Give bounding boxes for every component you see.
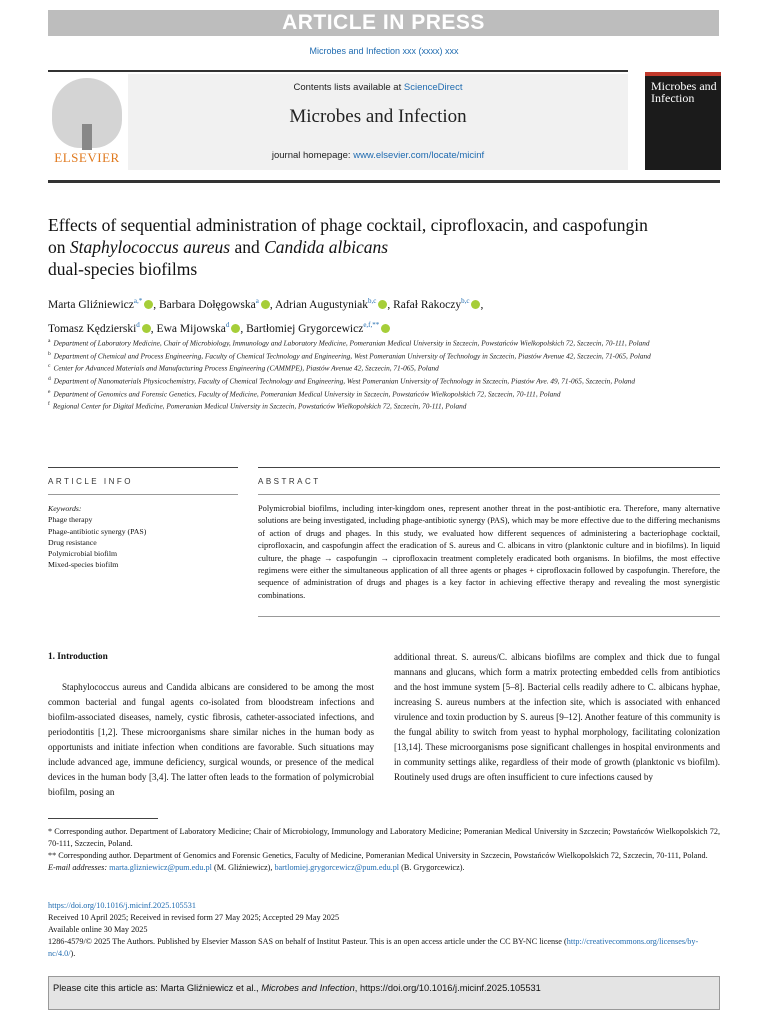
orcid-icon[interactable] (144, 300, 153, 309)
header-rule (48, 70, 628, 72)
abstract-heading: ABSTRACT (258, 477, 321, 486)
article-in-press-banner: ARTICLE IN PRESS (48, 10, 719, 36)
author[interactable]: Rafał Rakoczy (393, 298, 462, 311)
section-heading: 1. Introduction (48, 652, 108, 662)
journal-title: Microbes and Infection (289, 106, 467, 127)
keyword: Drug resistance (48, 537, 97, 547)
publisher-name: ELSEVIER (54, 150, 120, 165)
section-rule (48, 494, 238, 495)
tree-trunk-icon (82, 124, 92, 150)
author[interactable]: Adrian Augustyniak (275, 298, 368, 311)
online-date: Available online 30 May 2025 (48, 925, 148, 934)
keyword: Phage-antibiotic synergy (PAS) (48, 526, 147, 536)
cover-strip (645, 72, 721, 76)
license-link[interactable]: http://creativecommons.org/licenses/by-nc/4.0/ (48, 937, 699, 958)
affiliation: $^b$ Department of Chemical and Process Engineering, Faculty of Chemical Technology and Engineering, West Pomeranian University of Technology in Szczecin, Piastów Avenue 42, Szczecin, 71-065, Poland (48, 350, 651, 361)
journal-header-box (128, 74, 628, 170)
sciencedirect-link[interactable]: ScienceDirect (403, 82, 463, 93)
footnote: ** Corresponding author. Department of Genomics and Forensic Genetics, Faculty of Medicine, Pomeranian Medical University in Szczecin, Powstańców Wielkopolskich 72, Szczecin, 70-111, Poland. (48, 851, 708, 860)
orcid-icon[interactable] (261, 300, 270, 309)
keyword: Polymicrobial biofilm (48, 549, 118, 559)
author-list: Marta Gliźniewicz$^{a,*}$ , Barbara Dołęgowska$^a$ , Adrian Augustyniak$^{b,c}$ , Rafał Rakoczy$^{b,c}$ , Tomasz Kędzierski$^d$ , Ewa Mijowska$^d$ , Bartłomiej Grygorcewicz$^{e,f,**}$ (48, 297, 484, 335)
journal-homepage (128, 150, 628, 161)
affiliation: $^d$ Department of Nanomaterials Physicochemistry, Faculty of Chemical Technology and Engineering, West Pomeranian University of Technology in Szczecin, Piastów Ave. 49, 71-065, Szczecin, Poland (48, 375, 636, 386)
section-rule (258, 616, 720, 617)
article-title: Effects of sequential administration of phage cocktail, ciprofloxacin, and caspofungin on Staphylococcus aureus and Candida albicans dual-species biofilms (48, 215, 648, 279)
license-text: 1286-4579/© 2025 The Authors. Published by Elsevier Masson SAS on behalf of Institut Pasteur. This is an open access article under the CC BY-NC license (http://creativecommons.org/licenses/by-nc/4.0/). (48, 937, 699, 958)
footnotes (48, 826, 720, 874)
elsevier-logo[interactable] (48, 78, 126, 170)
email-footnote: E-mail addresses: marta.glizniewicz@pum.edu.pl (M. Gliźniewicz), bartlomiej.grygorcewicz@pum.edu.pl (B. Grygorcewicz). (48, 863, 465, 872)
abstract-text: Polymicrobial biofilms, including inter-kingdom ones, represent another threat in the post-antibiotic era. Therefore, many alternative solutions are being investigated, including phage-antibiotic synergy (PAS), which may be more effective due to the differing mechanisms of action of drugs and phages. In this study, we evaluated how different sequences of administering a bacteriophage cocktail, ciprofloxacin, and caspofungin affect the eradication of S. aureus and C. albicans in vitro (planktonic culture and in biofilms). In liquid culture, the phage → caspofungin → ciprofloxacin treatment completely eradicated both organisms. In biofilms, the most effective regimens were either the simultaneous application of all three agents or phages + ciprofloxacin followed by caspofungin. Therefore, the sequence of administration of drugs and phages is a key factor in achieving effective therapy and revealing the most synergistic combinations. (258, 504, 720, 600)
author[interactable]: Marta Gliźniewicz (48, 298, 134, 311)
footnote-rule (48, 818, 158, 819)
journal-reference-link[interactable]: Microbes and Infection xxx (xxxx) xxx (309, 46, 459, 56)
citation-box: Please cite this article as: Marta Gliźniewicz et al., Microbes and Infection, https://doi.org/10.1016/j.micinf.2025.105531 (48, 976, 720, 1010)
homepage-link[interactable]: www.elsevier.com/locate/micinf (353, 150, 485, 161)
affiliations (48, 336, 720, 412)
orcid-icon[interactable] (231, 324, 240, 333)
section-rule (258, 494, 720, 495)
footnote: * Corresponding author. Department of Laboratory Medicine; Chair of Microbiology, Immunology and Laboratory Medicine; Pomeranian Medical University in Szczecin; Powstańców Wielkopolskich 72, 70-111, Szczecin, Poland. (48, 827, 720, 848)
doi-link[interactable]: https://doi.org/10.1016/j.micinf.2025.105531 (48, 901, 196, 910)
author[interactable]: Ewa Mijowska (156, 322, 226, 335)
article-info-heading: ARTICLE INFO (48, 477, 133, 486)
orcid-icon[interactable] (381, 324, 390, 333)
header-bottom-rule (48, 180, 720, 183)
email-link[interactable]: marta.glizniewicz@pum.edu.pl (109, 863, 212, 872)
contents-line (128, 82, 628, 93)
keywords (48, 503, 238, 571)
journal-cover-image[interactable] (645, 72, 721, 170)
author[interactable]: Tomasz Kędzierski (48, 322, 137, 335)
email-link[interactable]: bartlomiej.grygorcewicz@pum.edu.pl (274, 863, 400, 872)
author[interactable]: Bartłomiej Grygorcewicz (246, 322, 364, 335)
section-rule (48, 467, 238, 468)
affiliation: $^e$ Department of Genomics and Forensic Genetics, Faculty of Medicine, Pomeranian Medical University in Szczecin, Powstańców Wielkopolskich 72, Szczecin, 70-111, Poland (48, 388, 561, 398)
intro-left-column (48, 650, 374, 800)
affiliation: $^f$ Regional Center for Digital Medicine, Pomeranian Medical University in Szczecin, Powstańców Wielkopolskich 72, Szczecin, 70-111, Poland (48, 401, 467, 411)
contents-prefix: Contents lists available at (293, 82, 404, 93)
affiliation: $^a$ Department of Laboratory Medicine, Chair of Microbiology, Immunology and Laboratory Medicine, Pomeranian Medical University in Szczecin, Powstańców Wielkopolskich 72, Szczecin, 70-111, Poland (48, 338, 650, 348)
cover-title: Microbes and Infection (651, 79, 717, 105)
keyword: Phage therapy (48, 515, 93, 525)
keywords-label: Keywords: (48, 504, 82, 513)
intro-right-column (394, 650, 720, 785)
author[interactable]: Barbara Dołęgowska (159, 298, 256, 311)
publication-info (48, 900, 720, 960)
orcid-icon[interactable] (142, 324, 151, 333)
homepage-prefix: journal homepage: (271, 150, 354, 161)
keyword: Mixed-species biofilm (48, 560, 119, 570)
section-rule (258, 467, 720, 468)
orcid-icon[interactable] (378, 300, 387, 309)
intro-paragraph: Staphylococcus aureus and Candida albicans are considered to be among the most common bacterial and fungal agents co-isolated from bloodstream infections and biofilm-associated diseases, namely, cystic fibrosis, catheter-associated infections, and periodontitis [1,2]. These microorganisms share similar niches in the human body as opportunists and initiate infection when conditions are favorable. Such situations may include advanced age, immune deficiency, surgical wounds, or presence of the medical devices in the human body [3,4]. The latter often leads to the formation of polymicrobial biofilm, posing an (48, 682, 374, 797)
affiliation: $^c$ Center for Advanced Materials and Manufacturing Process Engineering (CAMMPE), Piastów Avenue 42, Szczecin, 71-065, Poland (48, 363, 439, 373)
received-dates: Received 10 April 2025; Received in revised form 27 May 2025; Accepted 29 May 2025 (48, 913, 340, 922)
intro-paragraph-continued: additional threat. S. aureus/C. albicans biofilms are complex and thick due to fungal mannans and glucans, which form a matrix protecting embedded cells from antibiotics and the host immune system [5–8]. Bacterial cells readily adhere to C. albicans hyphae, increasing S. aureus numbers at the infection site, which is associated with enhanced virulence and toxin production by S. aureus [9–12]. Another feature of this community is the fungal ability to switch from yeast to hyphal morphology, facilitating colonization [13,14]. These microorganisms pose significant challenges in hospital environments and in community settings alike, regardless of their mode of growth (planktonic vs biofilm). Routinely used drugs are often insufficient to cure infections caused by (394, 652, 720, 782)
